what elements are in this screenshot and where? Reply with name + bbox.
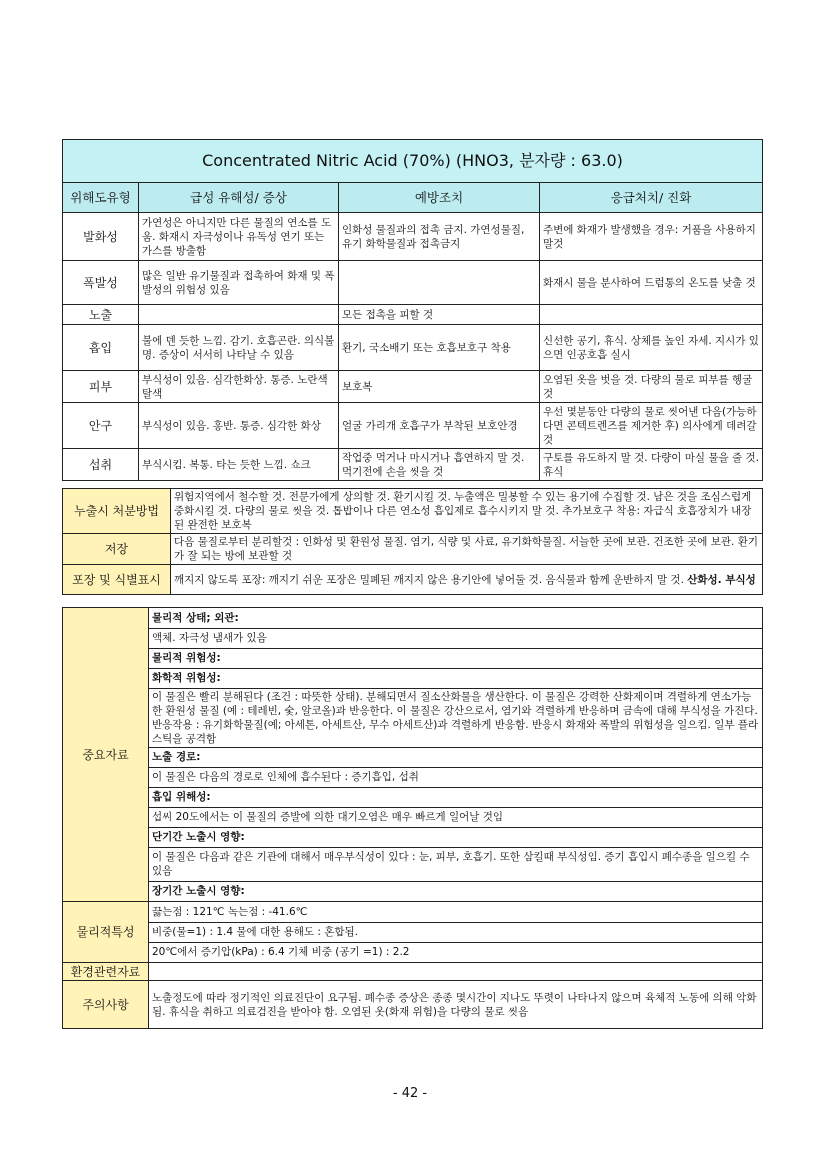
spill-disposal-label: 누출시 처분방법 [63, 489, 171, 534]
first-aid-cell: 오염된 옷을 벗을 것. 다량의 물로 피부를 헹굴 것 [540, 371, 763, 403]
first-aid-cell: 구토를 유도하지 말 것. 다량이 마실 물을 줄 것. 휴식 [540, 449, 763, 481]
header-first-aid: 응급처치/ 진화 [540, 183, 763, 213]
important-data-label: 중요자료 [63, 608, 149, 902]
hazard-type: 피부 [63, 371, 139, 403]
hazard-type: 폭발성 [63, 261, 139, 305]
section-heading: 흡입 위해성: [149, 787, 762, 807]
symptom-cell: 부식성이 있음. 홍반. 통증. 심각한 화상 [139, 403, 339, 449]
packaging-label: 포장 및 식별표시 [63, 565, 171, 595]
first-aid-cell: 우선 몇분동안 다량의 물로 씻어낸 다음(가능하다면 콘텍트렌즈를 제거한 후) 의사에게 데려갈 것 [540, 403, 763, 449]
symptom-cell: 부식성이 있음. 심각한화상. 통증. 노란색 탈색 [139, 371, 339, 403]
section-text: 이 물질은 다음의 경로로 인체에 흡수된다 : 증기흡입, 섭취 [149, 767, 762, 787]
physical-properties-label: 물리적특성 [63, 902, 149, 963]
table-row [63, 261, 763, 305]
symptom-cell: 가연성은 아니지만 다른 물질의 연소를 도움. 화재시 자극성이나 유독성 연기 또는 가스를 방출함 [139, 213, 339, 261]
table-row [63, 565, 763, 595]
section-heading: 물리적 상태; 외관: [149, 608, 762, 628]
first-aid-cell [540, 305, 763, 325]
section-heading: 화학적 위험성: [149, 668, 762, 688]
document-title: Concentrated Nitric Acid (70%) (HNO3, 분자량 : 63.0) [63, 140, 763, 183]
table-row [63, 371, 763, 403]
section-text: 액체. 자극성 냄새가 있음 [149, 628, 762, 648]
table-row [63, 489, 763, 534]
prevention-cell [339, 261, 540, 305]
header-hazard-type: 위해도유형 [63, 183, 139, 213]
page-number: - 42 - [392, 1086, 428, 1101]
table-row [63, 902, 763, 963]
hazard-type: 안구 [63, 403, 139, 449]
table-row [63, 325, 763, 371]
prevention-cell: 보호복 [339, 371, 540, 403]
important-data-table [62, 607, 763, 1029]
prevention-cell: 환기, 국소배기 또는 호흡보호구 착용 [339, 325, 540, 371]
symptom-cell: 불에 덴 듯한 느낌. 감기. 호흡곤란. 의식불명. 증상이 서서히 나타날 수 있음 [139, 325, 339, 371]
packaging-text-hazard: 산화성. 부식성 [687, 573, 756, 586]
symptom-cell [139, 305, 339, 325]
prevention-cell: 작업중 먹거나 마시거나 흡연하지 말 것. 먹기전에 손을 씻을 것 [339, 449, 540, 481]
environment-label: 환경관련자료 [63, 963, 149, 981]
physical-line: 20℃에서 증기압(kPa) : 6.4 기체 비중 (공기 =1) : 2.2 [149, 942, 762, 962]
table-row [63, 449, 763, 481]
section-text: 이 물질은 다음과 같은 기관에 대해서 매우부식성이 있다 : 눈, 피부, 호흡기. 또한 삼킬때 부식성임. 증기 흡입시 폐수종을 일으킬 수 있음 [149, 847, 762, 881]
hazard-type: 발화성 [63, 213, 139, 261]
caution-label: 주의사항 [63, 981, 149, 1029]
section-text: 이 물질은 빨리 분해된다 (조건 : 따뜻한 상태). 분해되면서 질소산화물을 생산한다. 이 물질은 강력한 산화제이며 격렬하게 연소가능한 환원성 물질 (예 : 테레빈, 숯, 알코올)과 반응한다. 이 물질은 강산으로서, 염기와 격렬하게 반응하며 금속에 대해 부식성을 가진다. 반응작용 : 유기화학물질(예; 아세톤, 아세트산, 무수 아세트산)과 격렬하게 반응함. 반응시 화재와 폭발의 위험성을 일으킴. 일부 플라스틱을 공격함 [149, 688, 762, 747]
table-row [63, 213, 763, 261]
table-row [63, 608, 763, 902]
header-prevention: 예방조치 [339, 183, 540, 213]
section-heading: 장기간 노출시 영향: [149, 881, 762, 901]
section-heading: 단기간 노출시 영향: [149, 827, 762, 847]
prevention-cell: 얼굴 가리개 호흡구가 부착된 보호안경 [339, 403, 540, 449]
symptom-cell: 부식시킴. 복통. 타는 듯한 느낌. 쇼크 [139, 449, 339, 481]
table-row [63, 534, 763, 565]
table-row [63, 305, 763, 325]
packaging-text-main: 깨지지 않도록 포장: 깨지기 쉬운 포장은 밀폐된 깨지지 않은 용기안에 넣어둘 것. 음식물과 함께 운반하지 말 것. [174, 573, 684, 586]
storage-text: 다음 물질로부터 분리할것 : 인화성 및 환원성 물질. 염기, 식량 및 사료, 유기화학물질. 서늘한 곳에 보관. 건조한 곳에 보관. 환기가 잘 되는 방에 보관할 것 [171, 534, 763, 565]
prevention-cell: 인화성 물질과의 접촉 금지. 가연성물질, 유기 화학물질과 접촉금지 [339, 213, 540, 261]
table-row [63, 981, 763, 1029]
hazard-type: 흡입 [63, 325, 139, 371]
first-aid-cell: 화재시 물을 분사하여 드럼통의 온도를 낮출 것 [540, 261, 763, 305]
section-heading: 노출 경로: [149, 747, 762, 767]
table-row [63, 963, 763, 981]
spill-disposal-text: 위험지역에서 철수할 것. 전문가에게 상의할 것. 환기시킬 것. 누출액은 밀봉할 수 있는 용기에 수집할 것. 남은 것을 조심스럽게 중화시킬 것. 다량의 물로 씻을 것. 톱밥이나 다른 연소성 흡입제로 흡수시키지 말 것. 추가보호구 착용: 자급식 호흡장치가 내장된 완전한 보호복 [171, 489, 763, 534]
section-heading: 물리적 위험성: [149, 648, 762, 668]
environment-text [149, 963, 763, 981]
first-aid-cell: 주변에 화재가 발생했을 경우: 거품을 사용하지 말것 [540, 213, 763, 261]
handling-table [62, 488, 763, 595]
hazard-type: 섭취 [63, 449, 139, 481]
prevention-cell: 모든 접촉을 피할 것 [339, 305, 540, 325]
hazard-type: 노출 [63, 305, 139, 325]
packaging-text [171, 565, 763, 595]
storage-label: 저장 [63, 534, 171, 565]
first-aid-cell: 신선한 공기, 휴식. 상체를 높인 자세. 지시가 있으면 인공호흡 실시 [540, 325, 763, 371]
physical-line: 끓는점 : 121℃ 녹는점 : -41.6℃ [149, 902, 762, 922]
section-text: 섭씨 20도에서는 이 물질의 증발에 의한 대기오염은 매우 빠르게 일어날 것임 [149, 807, 762, 827]
header-symptom: 급성 유해성/ 증상 [139, 183, 339, 213]
physical-lines [149, 902, 762, 962]
important-lines [149, 608, 762, 901]
table-row [63, 403, 763, 449]
physical-line: 비중(물=1) : 1.4 물에 대한 용해도 : 혼합됨. [149, 922, 762, 942]
hazard-table [62, 139, 763, 481]
symptom-cell: 많은 일반 유기물질과 접촉하여 화재 및 폭발성의 위험성 있음 [139, 261, 339, 305]
caution-text: 노출정도에 따라 정기적인 의료진단이 요구됨. 폐수종 증상은 종종 몇시간이 지나도 뚜렷이 나타나지 않으며 육체적 노동에 의해 악화됨. 휴식을 취하고 의료검진을 받아야 함. 오염된 옷(화재 위험)을 다량의 물로 씻음 [149, 981, 763, 1029]
